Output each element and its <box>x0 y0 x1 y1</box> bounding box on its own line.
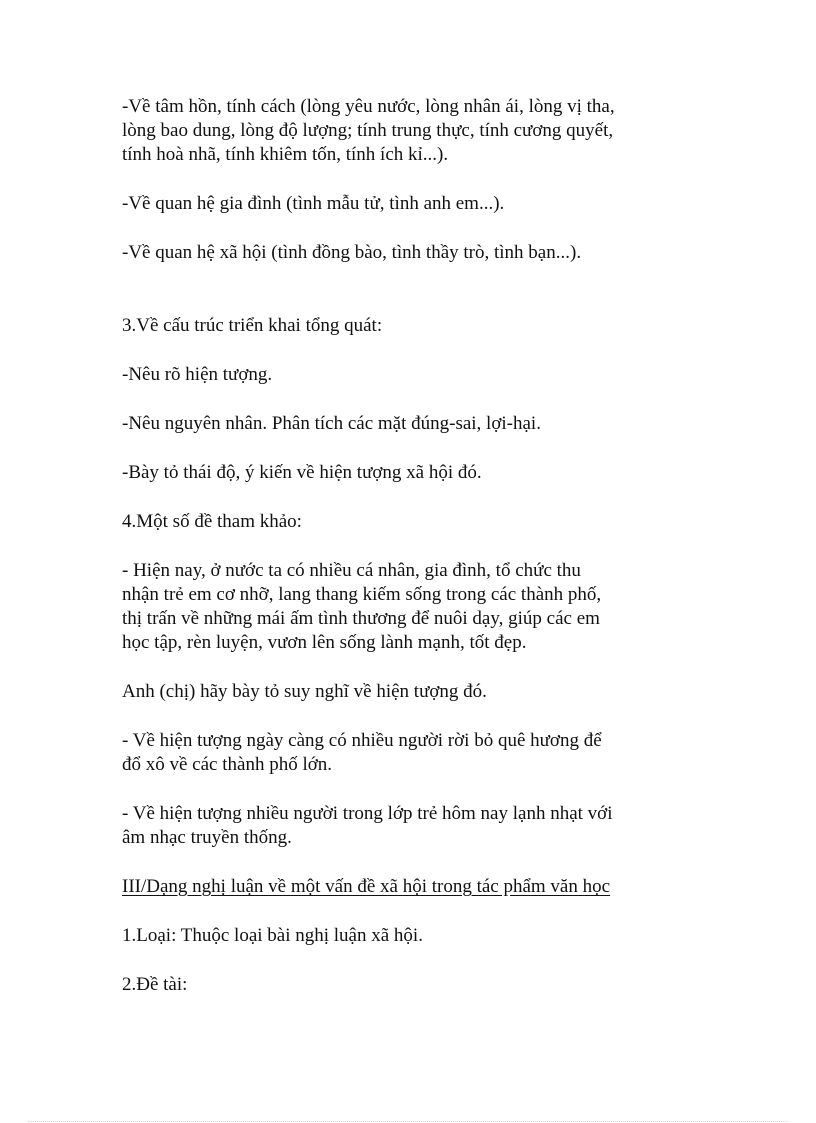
document-body <box>122 95 694 997</box>
text-line: học tập, rèn luyện, vươn lên sống lành mạnh, tốt đẹp. <box>122 632 527 653</box>
text-line: - Hiện nay, ở nước ta có nhiều cá nhân, gia đình, tổ chức thu <box>122 560 581 581</box>
text-line: - Về hiện tượng nhiều người trong lớp trẻ hôm nay lạnh nhạt với <box>122 803 613 824</box>
text-line: tính hoà nhã, tính khiêm tốn, tính ích kỉ...). <box>122 144 449 165</box>
text-line: lòng bao dung, lòng độ lượng; tính trung thực, tính cương quyết, <box>122 120 614 141</box>
paragraph-social-relations: -Về quan hệ xã hội (tình đồng bào, tình thầy trò, tình bạn...). <box>122 242 582 263</box>
list-item: -Bày tỏ thái độ, ý kiến về hiện tượng xã hội đó. <box>122 462 482 483</box>
paragraph-family-relations: -Về quan hệ gia đình (tình mẫu tử, tình anh em...). <box>122 193 505 214</box>
paragraph-topic-traditional-music <box>122 802 694 850</box>
list-item: -Nêu nguyên nhân. Phân tích các mặt đúng-sai, lợi-hại. <box>122 413 541 434</box>
section-heading-iii: III/Dạng nghị luận về một vấn đề xã hội trong tác phẩm văn học <box>122 876 611 897</box>
heading-type: 1.Loại: Thuộc loại bài nghị luận xã hội. <box>122 925 423 946</box>
heading-structure: 3.Về cấu trúc triển khai tổng quát: <box>122 315 383 336</box>
paragraph-topic-migration <box>122 729 694 777</box>
page-bottom-divider <box>28 1121 788 1122</box>
text-line: -Về tâm hồn, tính cách (lòng yêu nước, lòng nhân ái, lòng vị tha, <box>122 96 615 117</box>
paragraph-topic-orphans <box>122 559 694 655</box>
heading-reference-topics: 4.Một số đề tham khảo: <box>122 511 302 532</box>
text-line: thị trấn về những mái ấm tình thương để nuôi dạy, giúp các em <box>122 608 600 629</box>
text-line: đổ xô về các thành phố lớn. <box>122 754 333 775</box>
list-item: -Nêu rõ hiện tượng. <box>122 364 273 385</box>
text-line: - Về hiện tượng ngày càng có nhiều người rời bỏ quê hương để <box>122 730 602 751</box>
text-line: âm nhạc truyền thống. <box>122 827 292 848</box>
text-line: nhận trẻ em cơ nhỡ, lang thang kiếm sống trong các thành phố, <box>122 584 602 605</box>
paragraph-prompt: Anh (chị) hãy bày tỏ suy nghĩ về hiện tượng đó. <box>122 681 487 702</box>
paragraph-spirit-character <box>122 95 694 167</box>
heading-topic: 2.Đề tài: <box>122 974 188 995</box>
